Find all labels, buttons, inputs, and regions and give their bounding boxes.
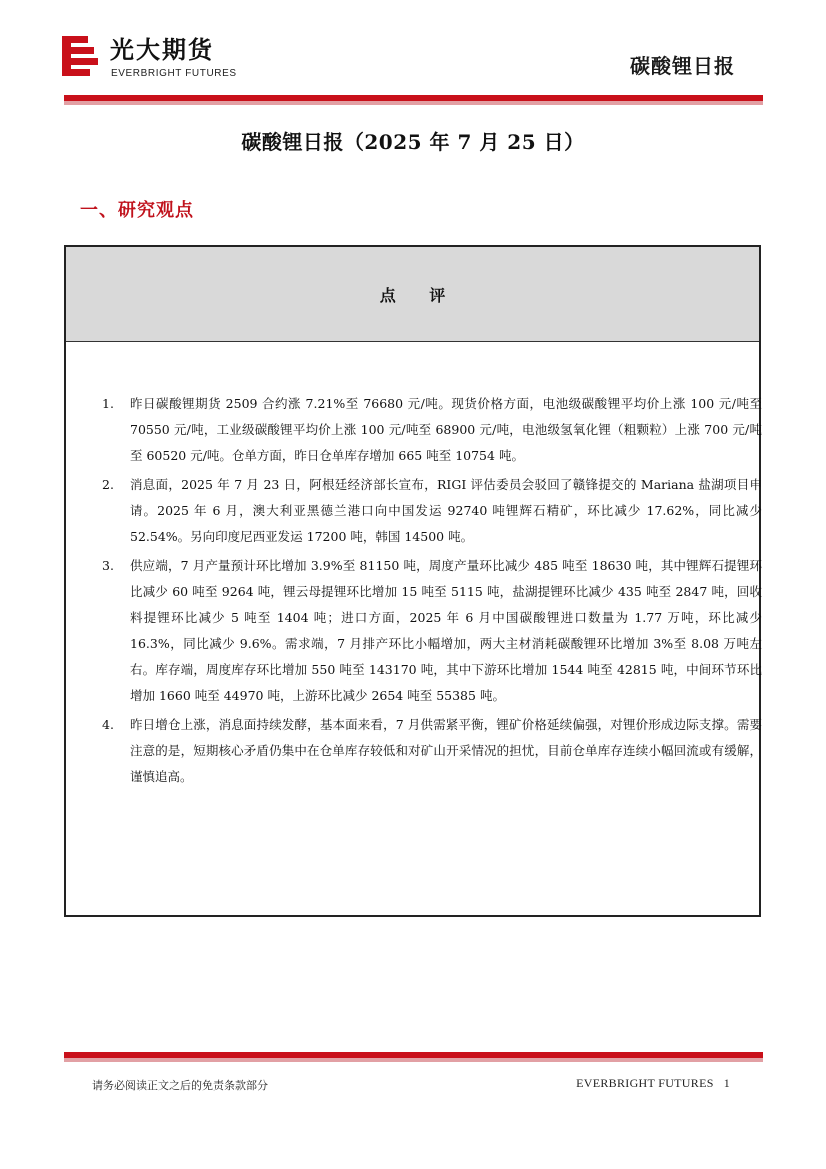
list-item-text: 昨日碳酸锂期货 2509 合约涨 7.21%至 76680 元/吨。现货价格方面，电池级碳酸锂平均价上涨 100 元/吨至 70550 元/吨，工业级碳酸锂平均价上涨 100 元/吨至 68900 元/吨，电池级氢氧化锂（粗颗粒）上涨 700 元/吨至 60520 元/吨。仓单方面，昨日仓单库存增加 665 吨至 10754 吨。 [130,396,762,463]
list-item-number: 4. [102,717,114,732]
commentary-box-header [66,247,759,342]
list-item [102,712,762,790]
list-item [102,553,762,709]
document-title: 碳酸锂日报（2025 年 7 月 25 日） [241,130,585,154]
list-item [102,472,762,550]
list-item-number: 1. [102,396,114,411]
logo-english-name: EVERBRIGHT FUTURES [111,68,237,79]
list-item-text: 供应端，7 月产量预计环比增加 3.9%至 81150 吨，周度产量环比减少 485 吨至 18630 吨，其中锂辉石提锂环比减少 60 吨至 9264 吨，锂云母提锂环比增加 15 吨至 5115 吨，盐湖提锂环比减少 435 吨至 2847 吨，回收料提锂环比减少 5 吨至 1404 吨；进口方面，2025 年 6 月中国碳酸锂进口数量为 1.77 万吨，环比减少 16.3%，同比减少 9.6%。需求端，7 月排产环比小幅增加，两大主材消耗碳酸锂环比增加 3%至 8.08 万吨左右。库存端，周度库存环比增加 550 吨至 143170 吨，其中下游环比增加 1544 吨至 42815 吨，中间环节环比增加 1660 吨至 44970 吨，上游环比减少 2654 吨至 55385 吨。 [130,558,762,703]
list-item-text: 昨日增仓上涨，消息面持续发酵，基本面来看，7 月供需紧平衡，锂矿价格延续偏强，对锂价形成边际支撑。需要注意的是，短期核心矛盾仍集中在仓单库存较低和对矿山开采情况的担忧，目前仓单库存连续小幅回流或有缓解，谨慎追高。 [130,717,762,784]
page-number: 1 [723,1076,730,1090]
list-item-number: 2. [102,477,114,492]
everbright-logo-icon [62,36,98,78]
list-item [102,391,762,469]
logo-chinese-name: 光大期货 [110,36,214,64]
footer-divider [64,1052,763,1062]
list-item-text: 消息面，2025 年 7 月 23 日，阿根廷经济部长宣布，RIGI 评估委员会驳回了赣锋提交的 Mariana 盐湖项目申请。2025 年 6 月，澳大利亚黑德兰港口向中国发运 92740 吨锂辉石精矿，环比减少 17.62%，同比减少 52.54%。另向印度尼西亚发运 17200 吨，韩国 14500 吨。 [130,477,762,544]
commentary-heading: 点 评 [379,285,460,305]
footer-brand-block [566,1076,730,1091]
report-title: 碳酸锂日报 [630,54,735,78]
commentary-box [64,245,761,917]
footer-brand: EVERBRIGHT FUTURES [576,1076,714,1090]
disclaimer-note: 请务必阅读正文之后的免责条款部分 [92,1079,268,1092]
company-logo [62,32,262,84]
commentary-list [102,391,762,793]
list-item-number: 3. [102,558,114,573]
section-heading: 一、研究观点 [80,200,194,221]
header-divider [64,95,763,105]
